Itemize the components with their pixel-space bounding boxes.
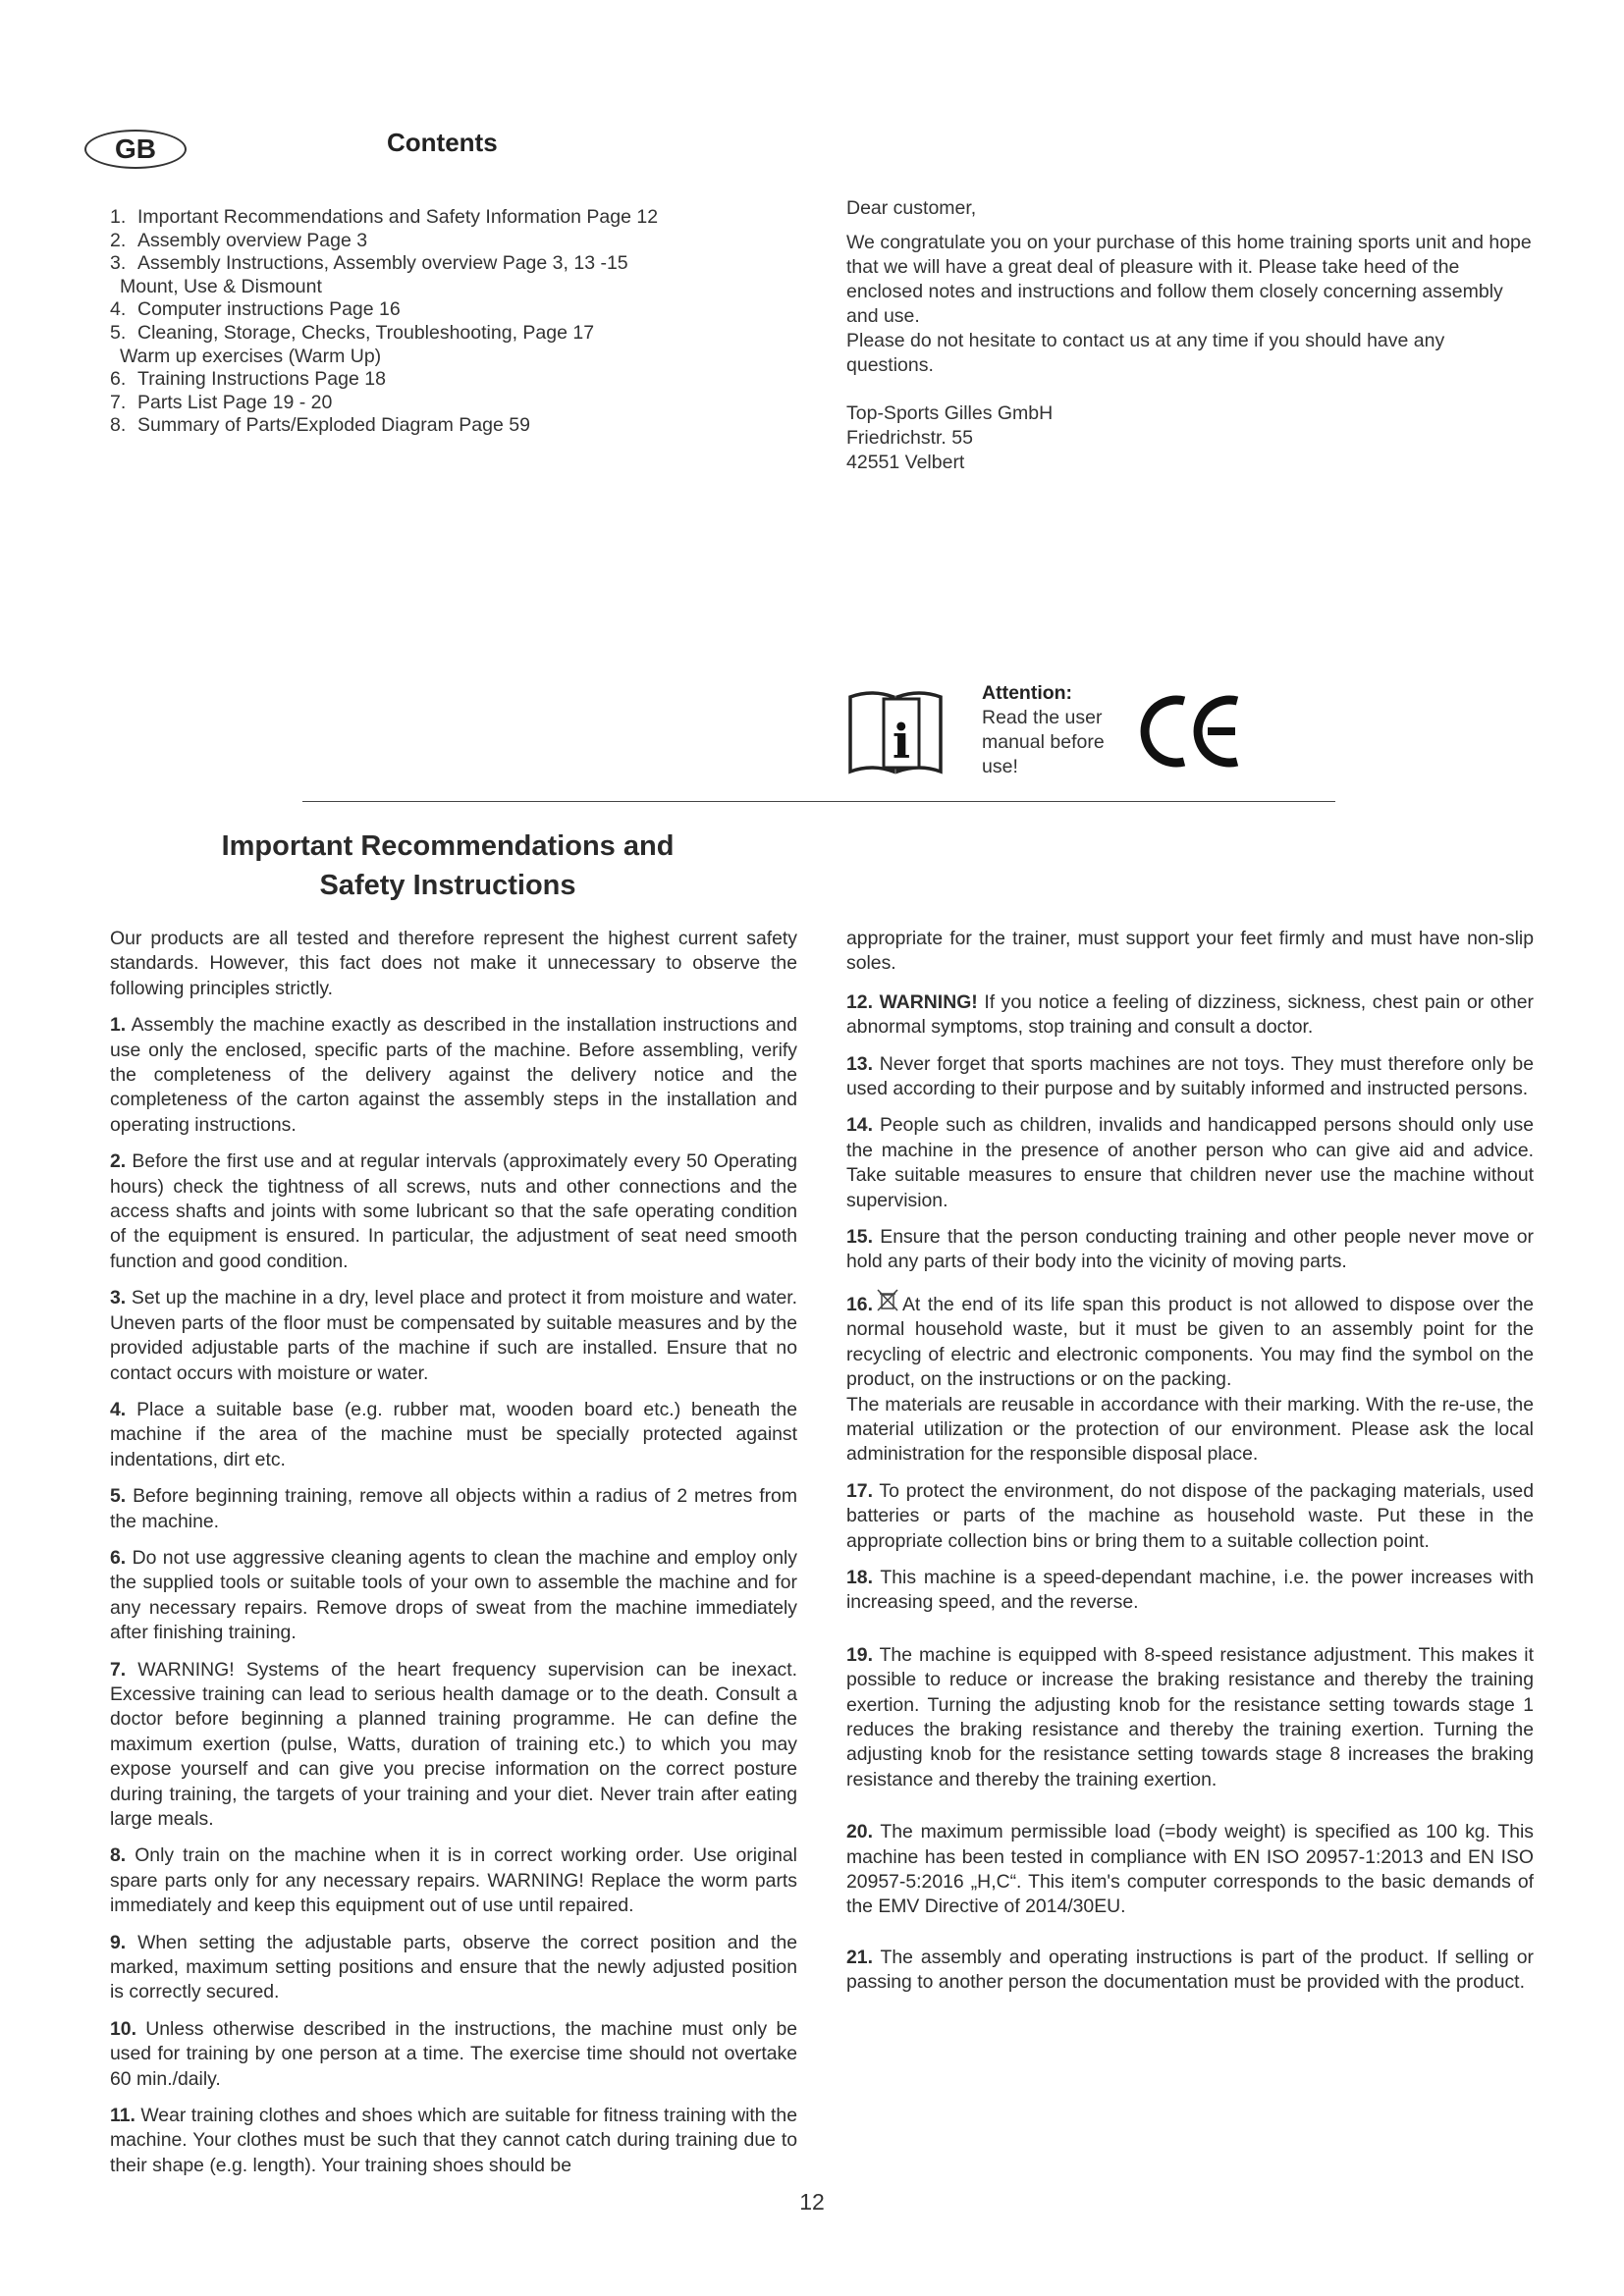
company-city: 42551 Velbert	[846, 452, 965, 473]
company-name: Top-Sports Gilles GmbH	[846, 402, 1054, 424]
toc-item: 6. Training Instructions Page 18	[110, 368, 386, 391]
toc-item: 1. Important Recommendations and Safety Information Page 12	[110, 206, 659, 228]
section-divider	[302, 801, 1335, 802]
page-number: 12	[799, 2189, 825, 2215]
letter-body: We congratulate you on your purchase of this home training sports unit and hope that we will have a great deal of pleasure with it. Please take heed of the enclosed notes and instructions and follow them closely concerning assembly and use.	[846, 232, 1532, 327]
letter-salutation: Dear customer,	[846, 197, 977, 219]
safety-item: 1. Assembly the machine exactly as described in the installation instructions and use only the enclosed, specific parts of the machine. Before assembling, verify the completeness of the delivery against the delivery notice and the completeness of the carton against the assembly steps in the installation and operating instructions.	[110, 1014, 798, 1136]
attention-text: Read the user	[982, 707, 1103, 728]
safety-item: 4. Place a suitable base (e.g. rubber mat, wooden board etc.) beneath the machine if the area of the machine must be specially protected against indentations, dirt etc.	[110, 1398, 797, 1470]
company-street: Friedrichstr. 55	[846, 427, 973, 449]
safety-item: 15. Ensure that the person conducting training and other people never move or hold any parts of their body into the vicinity of moving parts.	[846, 1226, 1534, 1273]
safety-item: 21. The assembly and operating instructions is part of the product. If selling or passing to another person the documentation must be provided with the product.	[846, 1946, 1534, 1994]
safety-item: 18. This machine is a speed-dependant machine, i.e. the power increases with increasing speed, and the reverse.	[846, 1566, 1534, 1614]
toc-item: 4. Computer instructions Page 16	[110, 298, 401, 321]
letter-body: Please do not hesitate to contact us at any time if you should have any questions.	[846, 330, 1445, 376]
safety-item: 12. WARNING! If you notice a feeling of dizziness, sickness, chest pain or other abnormal symptoms, stop training and consult a doctor.	[846, 990, 1534, 1039]
safety-item: 9. When setting the adjustable parts, observe the correct position and the marked, maximum setting positions and ensure that the newly adjusted position is correctly secured.	[110, 1931, 798, 2003]
safety-item: 6. Do not use aggressive cleaning agents to clean the machine and employ only the supplied tools or suitable tools of your own to assemble the machine and for any necessary repairs. Remove drops of sweat from the machine immediately after finishing training.	[110, 1546, 797, 1644]
attention-title: Attention:	[982, 682, 1073, 704]
warning-label: WARNING!	[879, 990, 978, 1013]
safety-item: 14. People such as children, invalids and handicapped persons should only use the machine in the presence of another person who can give aid and advice. Take suitable measures to ensure that children never use the machine without supervision.	[846, 1114, 1534, 1211]
safety-item: 7. WARNING! Systems of the heart frequency supervision can be inexact. Excessive training can lead to serious health damage or to the death. Consult a doctor before beginning a planned training programme. He can define the maximum exertion (pulse, Watts, duration of training etc.) to which you may expose yourself and can give you precise information on the correct posture during training, the targets of your training and your diet. Never train after eating large meals.	[110, 1658, 797, 1830]
safety-item: 17. To protect the environment, do not dispose of the packaging materials, used batteries or parts of the machine as household waste. Put these in the appropriate collection bins or bring them to a suitable collection point.	[846, 1479, 1534, 1552]
continued-paragraph: appropriate for the trainer, must support your feet firmly and must have non-slip soles.	[846, 928, 1534, 975]
safety-item: 16. At the end of its life span this product is not allowed to dispose over the normal household waste, but it must be given to an assembly point for the recycling of electric and electronic components. You may find the symbol on the product, on the instructions or on the packing.	[846, 1287, 1534, 1393]
crossed-bin-icon	[875, 1287, 900, 1312]
safety-item: 10. Unless otherwise described in the instructions, the machine must only be used for training by one person at a time. The exercise time should not overtake 60 min./daily.	[110, 2017, 798, 2090]
toc-item: 3. Assembly Instructions, Assembly overview Page 3, 13 -15	[110, 252, 628, 275]
attention-text: manual before	[982, 731, 1105, 753]
toc-item-continuation: Mount, Use & Dismount	[120, 275, 322, 297]
info-letter: i	[892, 715, 911, 770]
toc-item: 7. Parts List Page 19 - 20	[110, 391, 333, 413]
country-badge: GB	[84, 130, 187, 169]
toc-item: 2. Assembly overview Page 3	[110, 229, 368, 251]
toc-item: 8. Summary of Parts/Exploded Diagram Page 59	[110, 414, 530, 437]
safety-item: 8. Only train on the machine when it is in correct working order. Use original spare parts only for any necessary repairs. WARNING! Replace the worm parts immediately and keep this equipment out of use until repaired.	[110, 1844, 797, 1917]
customer-letter	[846, 196, 1534, 475]
safety-item-continued: The materials are reusable in accordance with their marking. With the re-use, the material utilization or the protection of our environment. Please ask the local administration for the responsible disposal place.	[846, 1393, 1534, 1466]
safety-item: 19. The machine is equipped with 8-speed resistance adjustment. This makes it possible to reduce or increase the braking resistance and thereby the training exertion. Turning the adjusting knob for the resistance setting towards stage 1 reduces the braking resistance and thereby the training exertion. Turning the adjusting knob for the resistance setting towards stage 8 increases the braking resistance and thereby the training exertion.	[846, 1643, 1534, 1790]
safety-item: 20. The maximum permissible load (=body weight) is specified as 100 kg. This machine has been tested in compliance with EN ISO 20957-1:2013 and EN ISO 20957-5:2016 „H,C“. This item's computer corresponds to the basic demands of the EMV Directive of 2014/30EU.	[846, 1821, 1534, 1918]
safety-item: 3. Set up the machine in a dry, level place and protect it from moisture and water. Uneven parts of the floor must be compensated by suitable measures and by the provided adjustable parts of the machine if such are installed. Ensure that no contact occurs with moisture or water.	[110, 1287, 797, 1384]
safety-item: 11. Wear training clothes and shoes which are suitable for fitness training with the machine. Your clothes must be such that they cannot catch during training due to their shape (e.g. length). Your training shoes should be	[110, 2105, 797, 2176]
attention-notice	[982, 681, 1139, 779]
safety-column-left	[110, 927, 797, 2190]
section-title: Important Recommendations and Safety Instructions	[221, 830, 675, 901]
attention-text: use!	[982, 756, 1018, 777]
intro-paragraph: Our products are all tested and therefore represent the highest current safety standards. However, this fact does not make it unnecessary to observe the following principles strictly.	[110, 928, 797, 999]
company-address	[846, 401, 1534, 475]
safety-column-right	[846, 927, 1534, 2007]
toc-item-continuation: Warm up exercises (Warm Up)	[120, 345, 382, 367]
table-of-contents	[110, 206, 748, 438]
safety-item: 5. Before beginning training, remove all objects within a radius of 2 metres from the machine.	[110, 1485, 797, 1532]
manual-info-icon	[846, 685, 945, 779]
ce-mark-icon	[1137, 687, 1245, 775]
safety-item: 2. Before the first use and at regular intervals (approximately every 50 Operating hours) check the tightness of all screws, nuts and other connections and the access shafts and joints with some lubricant so that the safe operating condition of the equipment is ensured. In particular, the adjustment of seat need smooth function and good condition.	[110, 1150, 797, 1272]
contents-title: Contents	[387, 128, 498, 157]
toc-item: 5. Cleaning, Storage, Checks, Troubleshooting, Page 17	[110, 321, 595, 344]
safety-item: 13. Never forget that sports machines are not toys. They must therefore only be used according to their purpose and by suitably informed and instructed persons.	[846, 1052, 1534, 1100]
